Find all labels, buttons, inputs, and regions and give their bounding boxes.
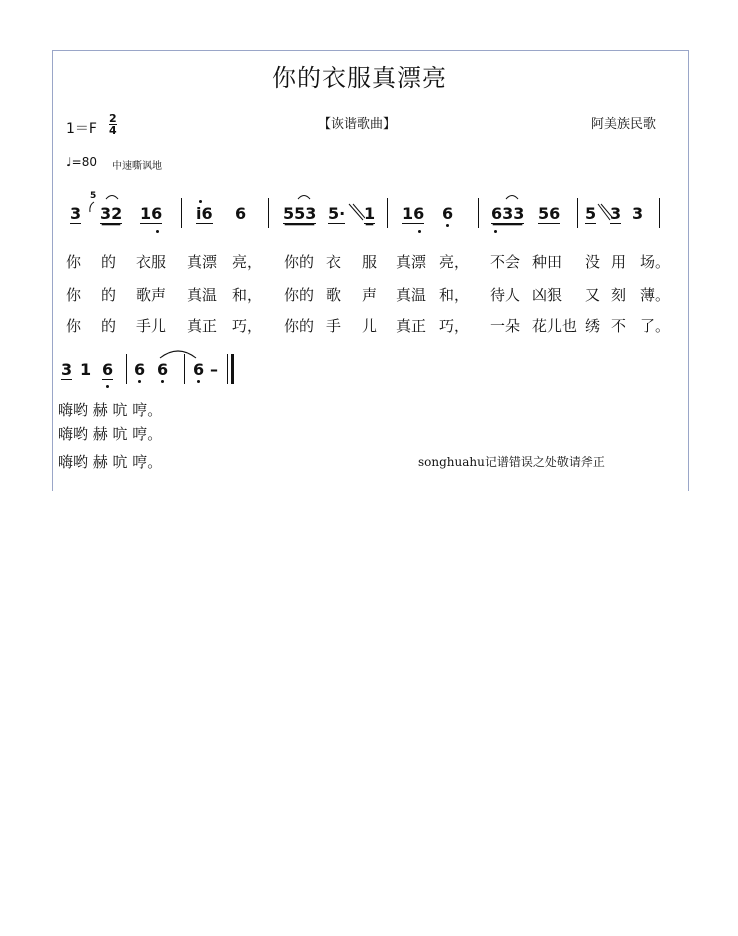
lyric-syllable: 衣 [326,253,342,271]
barline [659,198,660,228]
meter-top: 2 [109,112,117,125]
barline [126,354,127,384]
note-5: 5 [585,204,597,223]
lyric-syllable: 声 [362,286,378,304]
note-6: 6 [235,204,247,223]
key-signature: 1＝F [66,121,97,137]
song-title: 你的衣服真漂亮 [272,64,447,92]
lyric-syllable: 巧， [439,317,470,335]
barline [181,198,182,228]
note-i6: i6 [196,204,213,223]
lyric-syllable: 的 [101,286,117,304]
lyric-syllable: 真正 [396,317,427,335]
lyric-syllable: 儿 [362,317,378,335]
note-553: 553 [283,204,317,223]
tempo-expression: 中速嘶讽地 [112,161,162,172]
lyric-syllable: 你 [66,253,82,271]
dash: – [210,360,218,379]
lyric-ending-2: 嗨哟 赫 吭 哼。 [58,425,163,443]
lyric-syllable: 你的 [284,253,315,271]
lyric-syllable: 一朵 [490,317,521,335]
low-dot [138,380,141,383]
note-16: 16 [402,204,425,223]
lyric-syllable: 巧， [232,317,263,335]
final-barline-thin [227,354,228,384]
lyric-syllable: 亮， [232,253,263,271]
lyric-syllable: 真漂 [187,253,218,271]
low-dot [106,385,109,388]
lyric-syllable: 又 [585,286,601,304]
genre-label: 【诙谐歌曲】 [318,117,397,132]
meter-bottom: 4 [109,124,117,137]
low-dot [494,230,497,233]
barline [184,354,185,384]
lyric-syllable: 真正 [187,317,218,335]
low-dot [197,380,200,383]
lyric-syllable: 了。 [640,317,671,335]
lyric-syllable: 花儿也 [532,317,578,335]
lyric-syllable: 没 [585,253,601,271]
lyric-syllable: 亮， [439,253,470,271]
final-barline-thick [231,354,234,384]
note-1: 1 [80,360,92,379]
lyric-syllable: 刻 [611,286,627,304]
low-dot [418,230,421,233]
note-3: 3 [70,204,82,223]
lyric-syllable: 薄。 [640,286,671,304]
glissando [347,202,365,222]
low-dot [446,224,449,227]
note-633: 633 [491,204,525,223]
lyric-syllable: 你 [66,286,82,304]
low-dot [156,230,159,233]
lyric-ending-1: 嗨哟 赫 吭 哼。 [58,401,163,419]
lyric-syllable: 和， [232,286,263,304]
lyric-syllable: 你的 [284,317,315,335]
fermata-2 [296,192,312,200]
tempo-mark: ♩=80 [66,155,97,169]
lyric-syllable: 待人 [490,286,521,304]
lyric-syllable: 服 [362,253,378,271]
lyric-syllable: 真温 [396,286,427,304]
transcriber-credit: songhuahu记谱错误之处敬请斧正 [418,455,605,469]
barline [577,198,578,228]
note-56: 56 [538,204,561,223]
lyric-syllable: 手儿 [136,317,167,335]
lyric-syllable: 用 [611,253,627,271]
lyric-syllable: 的 [101,253,117,271]
lyric-syllable: 歌 [326,286,342,304]
lyric-syllable: 不会 [490,253,521,271]
origin-label: 阿美族民歌 [591,117,657,132]
lyric-syllable: 绣 [585,317,601,335]
lyric-syllable: 真漂 [396,253,427,271]
lyric-syllable: 你的 [284,286,315,304]
lyric-syllable: 你 [66,317,82,335]
note-6: 6 [134,360,146,379]
high-dot [199,200,202,203]
barline [478,198,479,228]
barline [387,198,388,228]
low-dot [161,380,164,383]
barline [268,198,269,228]
lyric-ending-3: 嗨哟 赫 吭 哼。 [58,453,163,471]
lyric-syllable: 凶狠 [532,286,563,304]
fermata-1 [104,192,120,200]
note-6: 6 [193,360,205,379]
tie [158,346,198,360]
grace-slur [88,201,96,213]
lyric-syllable: 种田 [532,253,563,271]
lyric-syllable: 手 [326,317,342,335]
note-16: 16 [140,204,163,223]
note-3: 3 [610,204,622,223]
lyric-syllable: 歌声 [136,286,167,304]
note-6: 6 [442,204,454,223]
note-6: 6 [102,360,114,379]
note-3: 3 [632,204,644,223]
note-5-dotted: 5· [328,204,346,223]
lyric-syllable: 场。 [640,253,671,271]
lyric-syllable: 不 [611,317,627,335]
lyric-syllable: 真温 [187,286,218,304]
lyric-syllable: 衣服 [136,253,167,271]
fermata-3 [504,192,520,200]
grace-note: 5 [90,191,97,201]
lyric-syllable: 和， [439,286,470,304]
lyric-syllable: 的 [101,317,117,335]
note-1: 1 [364,204,376,223]
note-32: 32 [100,204,123,223]
note-3: 3 [61,360,73,379]
time-signature [109,113,117,136]
note-6: 6 [157,360,169,379]
